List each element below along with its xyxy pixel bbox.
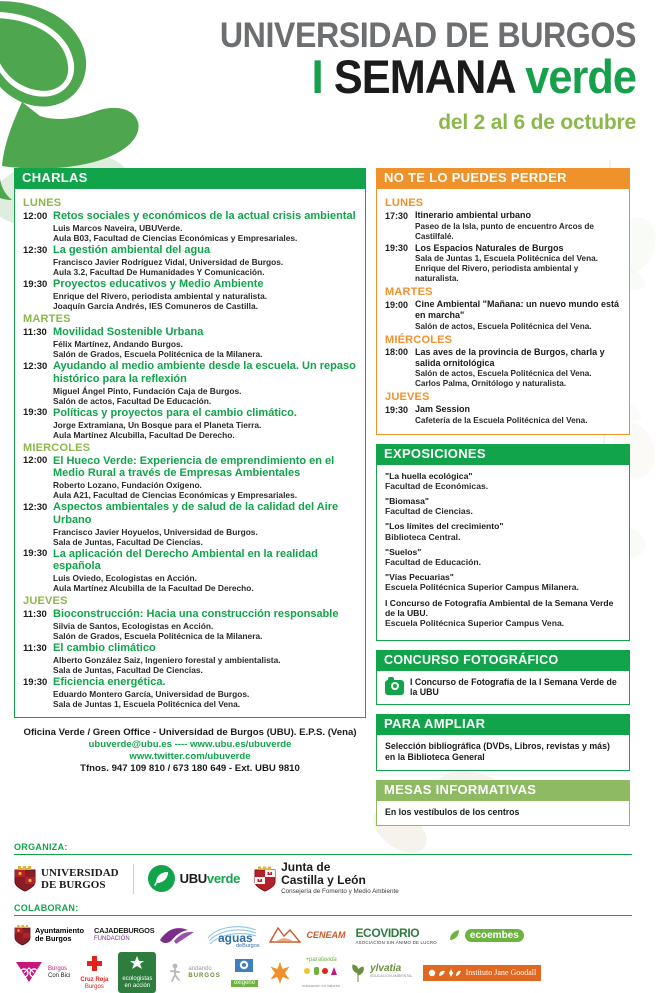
event-location: Joaquín García Andrés, IES Comuneros de Castilla.: [53, 301, 258, 311]
bici-line1: Burgos: [48, 965, 68, 972]
caja-burgos-bird-icon: [158, 924, 196, 946]
logo-fundacion-oxigeno: [231, 958, 258, 987]
exposiciones-body: [376, 465, 630, 642]
event-title: Proyectos educativos y Medio Ambiente: [53, 278, 264, 290]
exposiciones-panel: [376, 444, 630, 642]
event-location: Sala de Juntas, Facultad De Ciencias.: [53, 536, 203, 547]
bici-line2: Con Bici: [48, 972, 71, 979]
no-te-lo-pierdas-header: NO TE LO PUEDES PERDER: [376, 168, 630, 189]
event-location: Sala de Juntas 1, Escuela Politécnica del Vena.: [53, 699, 241, 709]
logo-cruz-roja: [80, 955, 108, 991]
event-speaker: Luis Oviedo, Ecologistas en Acción.: [53, 573, 197, 583]
ceneam-word: CENEAM: [306, 929, 346, 940]
logo-paralavida: [302, 957, 340, 989]
logo-ecoembes: [447, 928, 524, 942]
event-title: Los Espacios Naturales de Burgos: [415, 242, 564, 253]
contact-email-web[interactable]: ubuverde@ubu.es ---- www.ubu.es/ubuverde: [88, 739, 292, 750]
ubu-line1: UNIVERSIDAD: [41, 866, 119, 879]
title-verde: verde: [525, 50, 636, 103]
event-location: Paseo de la Isla, punto de encuentro Arcos de Castilfalé.: [415, 221, 594, 241]
event-time: 19:30: [23, 548, 48, 559]
event-time: 12:30: [23, 360, 48, 372]
university-title: UNIVERSIDAD DE BURGOS: [219, 16, 636, 55]
event-title: La gestión ambiental del agua: [53, 244, 211, 256]
contact-phones: Tfnos. 947 109 810 / 673 180 649 - Ext. UBU 9810: [80, 763, 300, 774]
event-location: Salón de actos, Escuela Politécnica del Vena.: [415, 369, 592, 378]
event-location: Sala de Juntas, Facultad De Ciencias.: [53, 665, 203, 675]
para-ampliar-header: PARA AMPLIAR: [376, 714, 630, 735]
event-title: Bioconstrucción: Hacia una construcción responsable: [53, 608, 339, 620]
event-location: Aula Martínez Alcubilla, Facultad De Derecho.: [53, 429, 235, 440]
oxigeno-word: oxígeno: [231, 980, 258, 987]
day-label: MIÉRCOLES: [385, 333, 453, 346]
walking-icon: [166, 963, 184, 983]
paralavida-icon: [302, 965, 340, 977]
logo-burgos-con-bici: [14, 960, 70, 986]
event-time: 19:30: [385, 243, 409, 253]
event-title: El Hueco Verde: Experiencia de emprendimiento en el Medio Rural a través de Empresas Ambientales: [53, 454, 335, 479]
ecovidrio-word: ECOVIDRIO: [355, 925, 420, 940]
event-item: [23, 326, 357, 359]
ubuverde-ubu: UBU: [179, 871, 207, 887]
event-speaker: Alberto González Saiz, Ingeniero forestal y ambientalista.: [53, 655, 281, 665]
event-time: 12:00: [23, 210, 48, 222]
event-time: 19:30: [23, 278, 48, 290]
concurso-header: CONCURSO FOTOGRÁFICO: [376, 650, 630, 671]
event-title: Eficiencia energética.: [53, 676, 166, 688]
expo-place: Escuela Politécnica Superior Campus Milanera.: [385, 582, 579, 593]
sylvatia-word: ylvatia: [370, 962, 402, 974]
ecovidrio-sub: ASOCIACIÓN SIN ÁNIMO DE LUCRO: [355, 939, 437, 945]
logo-sylvatia: [350, 963, 412, 983]
logo-andando-burgos: [166, 963, 220, 983]
paralavida-sub: educación en valores: [302, 982, 340, 988]
day-label: LUNES: [23, 197, 62, 209]
aguas-sub: deBurgos: [236, 943, 260, 950]
event-time: 11:30: [23, 326, 47, 338]
event-time: 19:30: [23, 407, 48, 418]
event-time: 12:30: [23, 244, 48, 256]
expo-name: "Vías Pecuarias": [385, 572, 454, 583]
concurso-text: I Concurso de Fotografía de la I Semana Verde de la UBU: [410, 677, 617, 698]
event-title: Aspectos ambientales y de salud de la calidad del Aire Urbano: [53, 501, 339, 526]
event-speaker: Enrique del Rivero, periodista ambiental y naturalista.: [415, 264, 579, 283]
event-speaker: Roberto Lozano, Fundación Oxígeno.: [53, 480, 202, 490]
ayto-line1: Ayuntamiento: [35, 925, 84, 935]
logo-divider: [133, 864, 134, 894]
poster-header: [0, 0, 646, 168]
expo-name: "Los límites del crecimiento": [385, 521, 504, 532]
aguas-waves-icon: [206, 922, 258, 948]
left-column: [14, 168, 366, 775]
andando-line1: andando: [188, 965, 212, 972]
event-speaker: Silvia de Santos, Ecologistas en Acción.: [53, 621, 214, 631]
andando-line2: BURGOS: [188, 972, 221, 979]
event-item: [385, 243, 621, 285]
colaboran-row-1: [14, 922, 632, 948]
charlas-header: CHARLAS: [14, 168, 366, 189]
ecoembes-leaf-icon: [447, 928, 461, 942]
oxigeno-icon: [234, 958, 254, 975]
event-item: [385, 347, 621, 390]
event-item: [23, 210, 357, 243]
title-one: I: [311, 50, 323, 103]
contact-twitter[interactable]: www.twitter.com/ubuverde: [129, 751, 251, 762]
sylvatia-sub: EDUCACIÓN AMBIENTAL: [370, 974, 413, 979]
logo-ecovidrio: [355, 926, 436, 945]
expo-name: "Suelos": [385, 546, 422, 557]
event-title: Itinerario ambiental urbano: [415, 210, 532, 220]
expo-item: [385, 572, 621, 592]
event-item: [23, 501, 357, 547]
event-location: Salón de actos, Escuela Politécnica del Vena.: [415, 321, 592, 331]
event-time: 19:00: [385, 299, 409, 310]
ecologistas-icon: [128, 955, 146, 971]
event-dates: del 2 al 6 de octubre: [438, 111, 636, 134]
event-speaker: Eduardo Montero García, Universidad de Burgos.: [53, 689, 250, 699]
expo-item: [385, 598, 621, 629]
right-column: [376, 168, 630, 835]
event-speaker: Francisco Javier Rodríguez Vidal, Universidad de Burgos.: [53, 257, 284, 267]
expo-item: [385, 521, 621, 541]
star-burst-icon: [268, 961, 292, 985]
event-speaker: Francisco Javier Hoyuelos, Universidad de Burgos.: [53, 526, 258, 537]
event-time: 18:00: [385, 347, 409, 357]
para-ampliar-text: Selección bibliográfica (DVDs, Libros, revistas y más) en la Biblioteca General: [385, 741, 610, 763]
mesas-body: [376, 801, 630, 826]
burgos-crest-icon: [14, 924, 31, 946]
event-item: [385, 210, 621, 242]
caja-line1: CAJADEBURGOS: [94, 926, 155, 936]
sylvatia-icon: [350, 963, 366, 983]
cruz-roja-line1: Cruz Roja: [80, 976, 109, 983]
logo-instituto-jane-goodall: [423, 965, 542, 981]
event-location: Salón de Grados, Escuela Politécnica de la Milanera.: [53, 349, 263, 359]
para-ampliar-body: [376, 735, 630, 771]
event-item: [23, 455, 357, 501]
charlas-body: [14, 189, 366, 718]
ecologistas-line2: en acción: [124, 983, 151, 990]
event-location: Cafetería de la Escuela Politécnica del Vena.: [415, 415, 588, 425]
cruz-roja-line2: Burgos: [84, 983, 104, 990]
logo-ceneam: [268, 924, 345, 946]
day-label: JUEVES: [23, 595, 68, 607]
event-title: Cine Ambiental "Mañana: un nuevo mundo está en marcha": [415, 299, 619, 320]
content-columns: [0, 168, 646, 835]
jcyl-line1: Junta de: [281, 860, 331, 875]
event-item: [23, 608, 357, 641]
event-location: Aula Martínez Alcubilla de la Facultad De Derecho.: [53, 583, 254, 593]
organiza-label: ORGANIZA:: [14, 842, 632, 855]
camera-icon: [385, 680, 404, 695]
event-item: [385, 404, 621, 426]
exposiciones-header: EXPOSICIONES: [376, 444, 630, 465]
event-title: Retos sociales y económicos de la actual crisis ambiental: [53, 210, 356, 222]
expo-place: Facultad de Educación.: [385, 556, 481, 567]
ayto-line2: de Burgos: [35, 934, 72, 944]
day-label: JUEVES: [385, 391, 430, 403]
expo-place: Facultad de Ciencias.: [385, 506, 473, 517]
header-titles: [150, 18, 636, 135]
event-time: 11:30: [23, 608, 47, 620]
expo-item: [385, 547, 621, 567]
ecoembes-word: ecoembes: [465, 929, 524, 942]
event-time: 12:00: [23, 455, 48, 466]
event-location: Salón de Grados, Escuela Politécnica de la Milanera.: [53, 631, 263, 641]
logo-universidad-de-burgos: [14, 865, 119, 892]
organiza-logos: [14, 861, 632, 896]
event-location: Sala de Juntas 1, Escuela Politécnica del Vena.: [415, 254, 598, 263]
ubu-line2: DE BURGOS: [41, 878, 106, 891]
event-time: 17:30: [385, 210, 409, 221]
ubuverde-verde: verde: [206, 871, 241, 887]
charlas-panel: [14, 168, 366, 718]
ubuverde-leaf-icon: [148, 865, 175, 892]
jane-goodall-word: Instituto Jane Goodall: [465, 968, 537, 978]
event-item: [23, 642, 357, 675]
event-title: Movilidad Sostenible Urbana: [53, 326, 204, 338]
concurso-body: [376, 671, 630, 705]
logo-ubuverde: [148, 865, 240, 892]
organiza-section: [0, 842, 646, 896]
event-item: [23, 548, 357, 594]
event-time: 19:30: [23, 676, 48, 688]
expo-item: [385, 471, 621, 491]
event-item: [23, 407, 357, 440]
event-speaker: Jorge Extramiana, Un Bosque para el Planeta Tierra.: [53, 419, 262, 430]
mesas-panel: [376, 780, 630, 826]
jane-goodall-icon: [428, 968, 462, 978]
aguas-word: aguas: [218, 931, 254, 946]
logo-estrella: [268, 961, 292, 985]
bicycle-icon: [14, 960, 44, 986]
event-time: 19:30: [385, 404, 409, 415]
no-te-lo-pierdas-body: [376, 189, 630, 435]
expo-item: [385, 496, 621, 516]
event-speaker: Enrique del Rivero, periodista ambiental y naturalista.: [53, 291, 268, 301]
event-location: Aula B03, Facultad de Ciencias Económicas y Empresariales.: [53, 233, 298, 243]
event-title: Las aves de la provincia de Burgos, charla y salida ornitológica: [415, 346, 605, 368]
event-title: La aplicación del Derecho Ambiental en la realidad española: [53, 547, 318, 572]
ceneam-mountain-icon: [268, 924, 302, 946]
logo-caja-burgos: [94, 924, 196, 946]
logo-aguas-de-burgos: [206, 922, 258, 948]
expo-name: "Biomasa": [385, 495, 429, 506]
day-label: LUNES: [385, 197, 424, 209]
concurso-panel: [376, 650, 630, 705]
red-cross-icon: [86, 955, 103, 972]
event-item: [385, 299, 621, 332]
event-speaker: Félix Martínez, Andando Burgos.: [53, 339, 183, 349]
event-time: 11:30: [23, 642, 47, 654]
ubu-shield-icon: [14, 865, 36, 892]
para-ampliar-panel: [376, 714, 630, 771]
colaboran-label: COLABORAN:: [14, 903, 632, 916]
event-item: [23, 278, 357, 311]
expo-name: "La huella ecológica": [385, 470, 473, 481]
event-item: [23, 244, 357, 277]
caja-line2: FUNDACIÓN: [94, 935, 130, 942]
logo-ecologistas-en-accion: [118, 952, 156, 993]
expo-place: Escuela Politécnica Superior Campus Vena.: [385, 617, 565, 628]
day-label: MARTES: [23, 313, 71, 325]
event-speaker: Luis Marcos Naveira, UBUVerde.: [53, 223, 183, 233]
day-label: MIERCOLES: [23, 441, 91, 454]
title-semana: SEMANA: [333, 50, 515, 103]
event-item: [23, 676, 357, 709]
ecologistas-line1: ecologistas: [122, 976, 153, 983]
event-title: El cambio climático: [53, 642, 156, 654]
jcyl-consejeria: Consejería de Fomento y Medio Ambiente: [281, 888, 399, 896]
colaboran-row-2: [14, 952, 632, 993]
mesas-header: MESAS INFORMATIVAS: [376, 780, 630, 801]
jcyl-crest-icon: [254, 865, 276, 892]
contact-office: Oficina Verde / Green Office - Universidad de Burgos (UBU). E.P.S. (Vena): [23, 727, 357, 738]
day-label: MARTES: [385, 286, 433, 298]
expo-place: Biblioteca Central.: [385, 531, 461, 542]
colaboran-section: [0, 903, 646, 993]
event-speaker: Miguel Ángel Pinto, Fundación Caja de Burgos.: [53, 385, 242, 396]
jcyl-line2: Castilla y León: [281, 873, 366, 888]
event-item: [23, 360, 357, 406]
contact-block: [14, 727, 366, 775]
logo-ayuntamiento-burgos: [14, 924, 84, 946]
no-te-lo-pierdas-panel: [376, 168, 630, 435]
expo-place: Facultad de Económicas.: [385, 480, 489, 491]
event-title: Jam Session: [415, 404, 471, 414]
event-time: 12:30: [23, 501, 48, 513]
event-location: Aula A21, Facultad de Ciencias Económicas y Empresariales.: [53, 490, 298, 500]
event-location: Aula 3.2, Facultad De Humanidades Y Comunicación.: [53, 267, 265, 277]
event-title: Políticas y proyectos para el cambio climático.: [53, 406, 297, 419]
mesas-text: En los vestíbulos de los centros: [385, 807, 520, 818]
poster-main-title: [189, 52, 636, 101]
event-title: Ayudando al medio ambiente desde la escuela. Un repaso histórico para la reflexión: [53, 360, 356, 385]
paralavida-word: +paralavida: [305, 956, 337, 963]
event-speaker: Carlos Palma, Ornitólogo y naturalista.: [415, 379, 567, 388]
logo-junta-castilla-leon: [254, 861, 399, 896]
expo-name: I Concurso de Fotografía Ambiental de la Semana Verde de la UBU.: [385, 597, 614, 618]
event-location: Salón de actos, Facultad De Educación.: [53, 395, 212, 406]
